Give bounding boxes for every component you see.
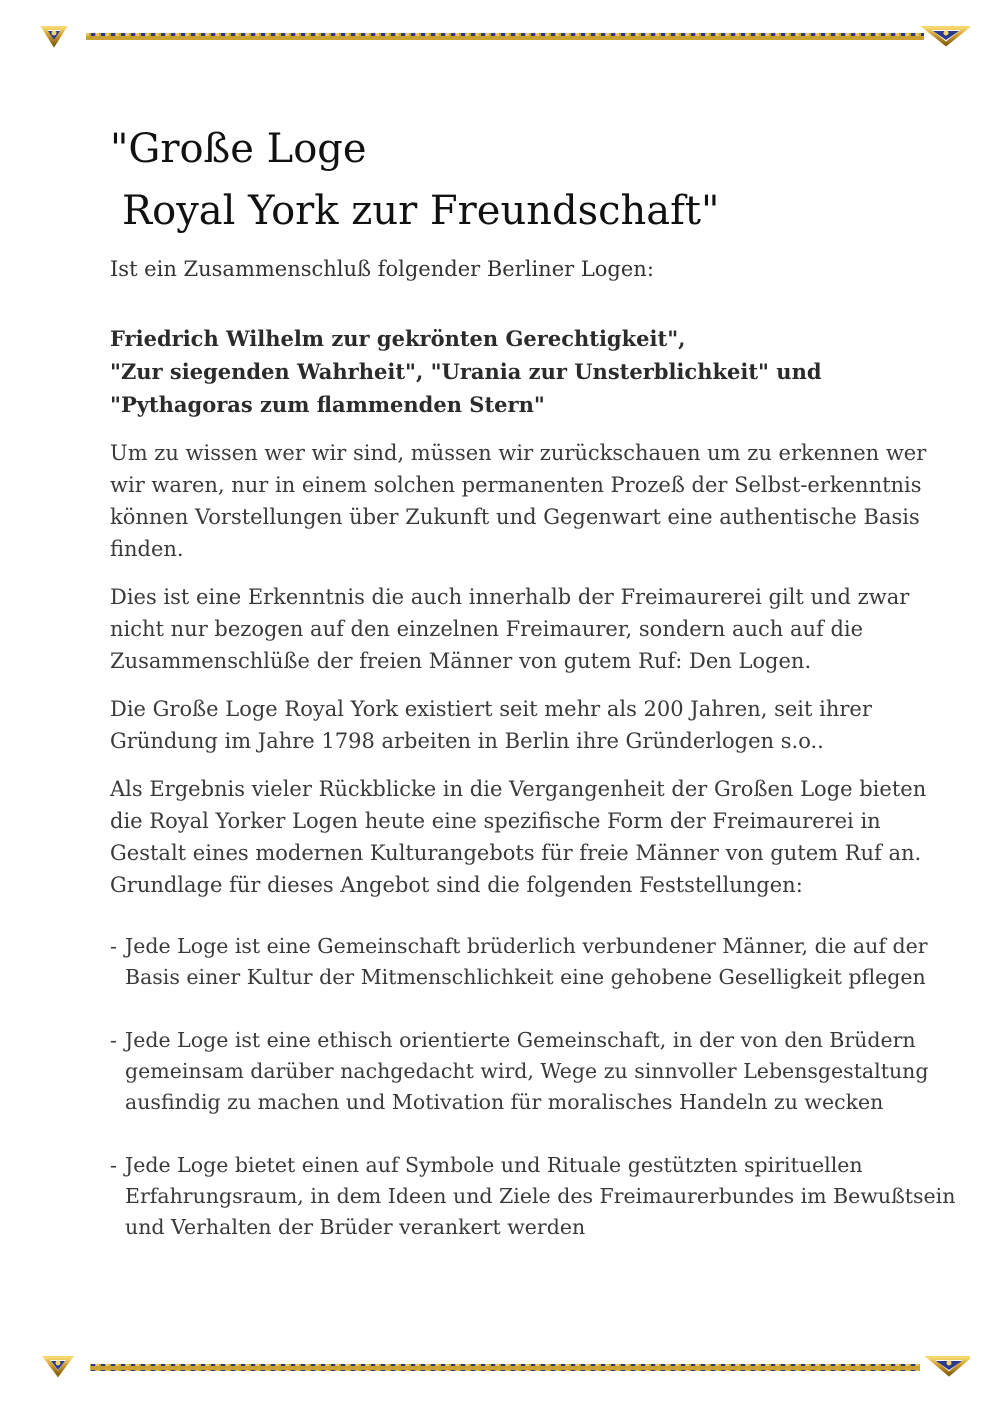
page-title	[110, 118, 960, 242]
square-and-compasses-icon	[46, 1358, 70, 1374]
statement-list	[110, 931, 960, 1243]
square-and-compasses-icon	[926, 28, 966, 44]
bullet-dash: -	[110, 934, 117, 958]
list-item	[110, 931, 960, 993]
bullet-dash: -	[110, 1153, 117, 1177]
square-and-compasses-icon	[930, 1358, 968, 1374]
lodge-line: "Zur siegenden Wahrheit", "Urania zur Unsterblichkeit" und	[110, 359, 822, 384]
title-line-2: Royal York zur Freundschaft"	[122, 188, 720, 234]
paragraph: Dies ist eine Erkenntnis die auch innerhalb der Freimaurerei gilt und zwar nicht nur bezogen auf den einzelnen Freimaurer, sondern auch auf die Zusammenschlüße der freien Männer von gutem Ruf: Den Logen.	[110, 585, 910, 673]
intro-text: Ist ein Zusammenschluß folgender Berliner Logen:	[110, 257, 654, 281]
bullet-dash: -	[110, 1028, 117, 1052]
list-item-text: Jede Loge ist eine Gemeinschaft brüderlich verbundener Männer, die auf der Basis einer Kultur der Mitmenschlichkeit eine gehobene Geselligkeit pflegen	[125, 934, 928, 989]
top-border	[40, 22, 970, 52]
list-item-text: Jede Loge bietet einen auf Symbole und Rituale gestützten spirituellen Erfahrungsraum, in dem Ideen und Ziele des Freimaurerbundes im Bewußtsein und Verhalten der Brüder verankert werden	[125, 1153, 956, 1239]
list-item	[110, 1150, 960, 1243]
paragraph: Um zu wissen wer wir sind, müssen wir zurückschauen um zu erkennen wer wir waren, nur in einem solchen permanenten Prozeß der Selbst-erkenntnis können Vorstellungen über Zukunft und Gegenwart eine authentische Basis finden.	[110, 441, 927, 561]
gold-chain-rule	[90, 1364, 920, 1371]
paragraph: Die Große Loge Royal York existiert seit mehr als 200 Jahren, seit ihrer Gründung im Jahre 1798 arbeiten in Berlin ihre Gründerlogen s.o..	[110, 697, 872, 753]
bottom-border	[40, 1352, 970, 1382]
gold-chain-rule	[86, 33, 924, 40]
lodge-list	[110, 322, 960, 421]
square-and-compasses-icon	[44, 28, 64, 44]
lodge-line: Friedrich Wilhelm zur gekrönten Gerechtigkeit",	[110, 326, 686, 351]
document-body	[110, 118, 960, 1275]
list-item-text: Jede Loge ist eine ethisch orientierte Gemeinschaft, in der von den Brüdern gemeinsam darüber nachgedacht wird, Wege zu sinnvoller Lebensgestaltung ausfindig zu machen und Motivation für moralisches Handeln zu wecken	[125, 1028, 929, 1114]
title-line-1: "Große Loge	[110, 126, 367, 172]
list-item	[110, 1025, 960, 1118]
paragraph: Als Ergebnis vieler Rückblicke in die Vergangenheit der Großen Loge bieten die Royal Yorker Logen heute eine spezifische Form der Freimaurerei in Gestalt eines modernen Kulturangebots für freie Männer von gutem Ruf an. Grundlage für dieses Angebot sind die folgenden Feststellungen:	[110, 777, 927, 897]
lodge-line: "Pythagoras zum flammenden Stern"	[110, 392, 545, 417]
